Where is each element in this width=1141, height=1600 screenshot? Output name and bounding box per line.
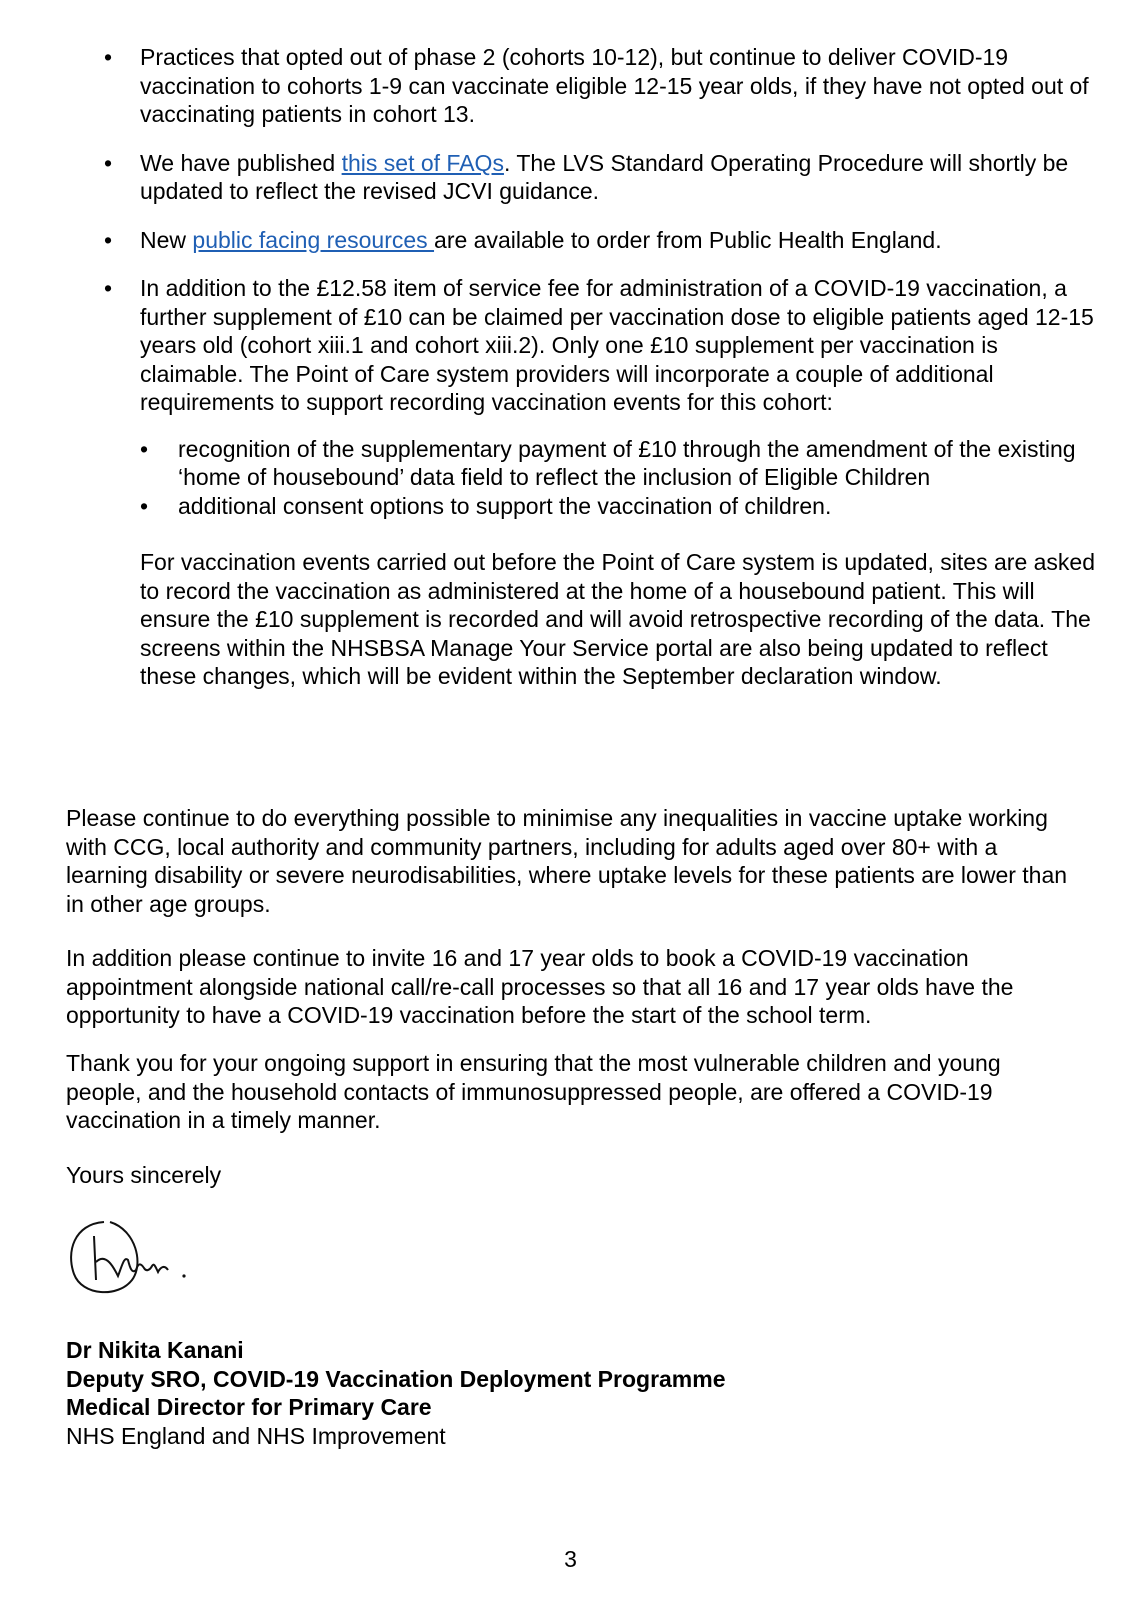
- signatory-role: Deputy SRO, COVID-19 Vaccination Deployment Programme: [66, 1365, 726, 1392]
- page-number: 3: [564, 1546, 577, 1572]
- list-item: [66, 274, 1096, 691]
- list-item: [66, 149, 1096, 206]
- invite-paragraph: In addition please continue to invite 16 and 17 year olds to book a COVID-19 vaccination appointment alongside national call/re-call processes so that all 16 and 17 year olds have the opportunity to have a COVID-19 vaccination before the start of the school term.: [66, 945, 1014, 1028]
- bullet-icon: •: [104, 226, 113, 253]
- list-item: [66, 43, 1096, 129]
- bullet-text-before: We have published: [140, 149, 342, 176]
- follow-up-paragraph: For vaccination events carried out before the Point of Care system is updated, sites are asked to record the vaccination as administered at the home of a housebound patient. This will ensure the £10 supplement is recorded and will avoid retrospective recording of the data. The screens within the NHSBSA Manage Your Service portal are also being updated to reflect these changes, which will be evident within the September declaration window.: [140, 549, 1095, 689]
- bullet-list: [66, 43, 1096, 714]
- sub-bullet-text: additional consent options to support the vaccination of children.: [178, 492, 832, 519]
- public-resources-link[interactable]: public facing resources: [192, 226, 435, 253]
- signature-image: [66, 1212, 196, 1302]
- bullet-icon: •: [104, 44, 113, 70]
- faqs-link[interactable]: this set of FAQs: [341, 149, 504, 176]
- signatory-name: Dr Nikita Kanani: [66, 1337, 244, 1363]
- inequalities-paragraph: Please continue to do everything possible to minimise any inequalities in vaccine uptake working with CCG, local authority and community partners, including for adults aged over 80+ with a learning disability or severe neurodisabilities, where uptake levels for these patients are lower than in other age groups.: [66, 805, 1068, 917]
- signature-block: [66, 1336, 726, 1450]
- sub-list-item: [140, 492, 1096, 521]
- bullet-text-before: New: [140, 226, 193, 253]
- bullet-text-after: are available to order from Public Health England.: [434, 226, 942, 253]
- sub-list-item: [140, 435, 1096, 492]
- bullet-icon: •: [104, 149, 113, 176]
- bullet-icon: •: [104, 275, 113, 301]
- sub-bullet-list: [140, 435, 1096, 521]
- list-item: [66, 226, 1096, 255]
- closing: Yours sincerely: [66, 1162, 222, 1188]
- bullet-icon: •: [140, 492, 149, 519]
- bullet-text: Practices that opted out of phase 2 (cohorts 10-12), but continue to deliver COVID-19 vaccination to cohorts 1-9 can vaccinate eligible 12-15 year olds, if they have not opted out of vaccinating patients in cohort 13.: [140, 44, 1089, 127]
- bullet-text: In addition to the £12.58 item of service fee for administration of a COVID-19 vaccination, a further supplement of £10 can be claimed per vaccination dose to eligible patients aged 12-15 years old (cohort xiii.1 and cohort xiii.2). Only one £10 supplement per vaccination is claimable. The Point of Care system providers will incorporate a couple of additional requirements to support recording vaccination events for this cohort:: [140, 275, 1094, 415]
- thanks-paragraph: Thank you for your ongoing support in ensuring that the most vulnerable children and young people, and the household contacts of immunosuppressed people, are offered a COVID-19 vaccination in a timely manner.: [66, 1050, 1001, 1133]
- sub-bullet-text: recognition of the supplementary payment of £10 through the amendment of the existing ‘home of housebound’ data field to reflect the inclusion of Eligible Children: [178, 435, 1076, 490]
- bullet-icon: •: [140, 435, 149, 462]
- signatory-role: Medical Director for Primary Care: [66, 1394, 432, 1420]
- signatory-organisation: NHS England and NHS Improvement: [66, 1422, 446, 1449]
- bullet-text-after: . The LVS Standard Operating Procedure will shortly be updated to reflect the revised JCVI guidance.: [140, 149, 1069, 204]
